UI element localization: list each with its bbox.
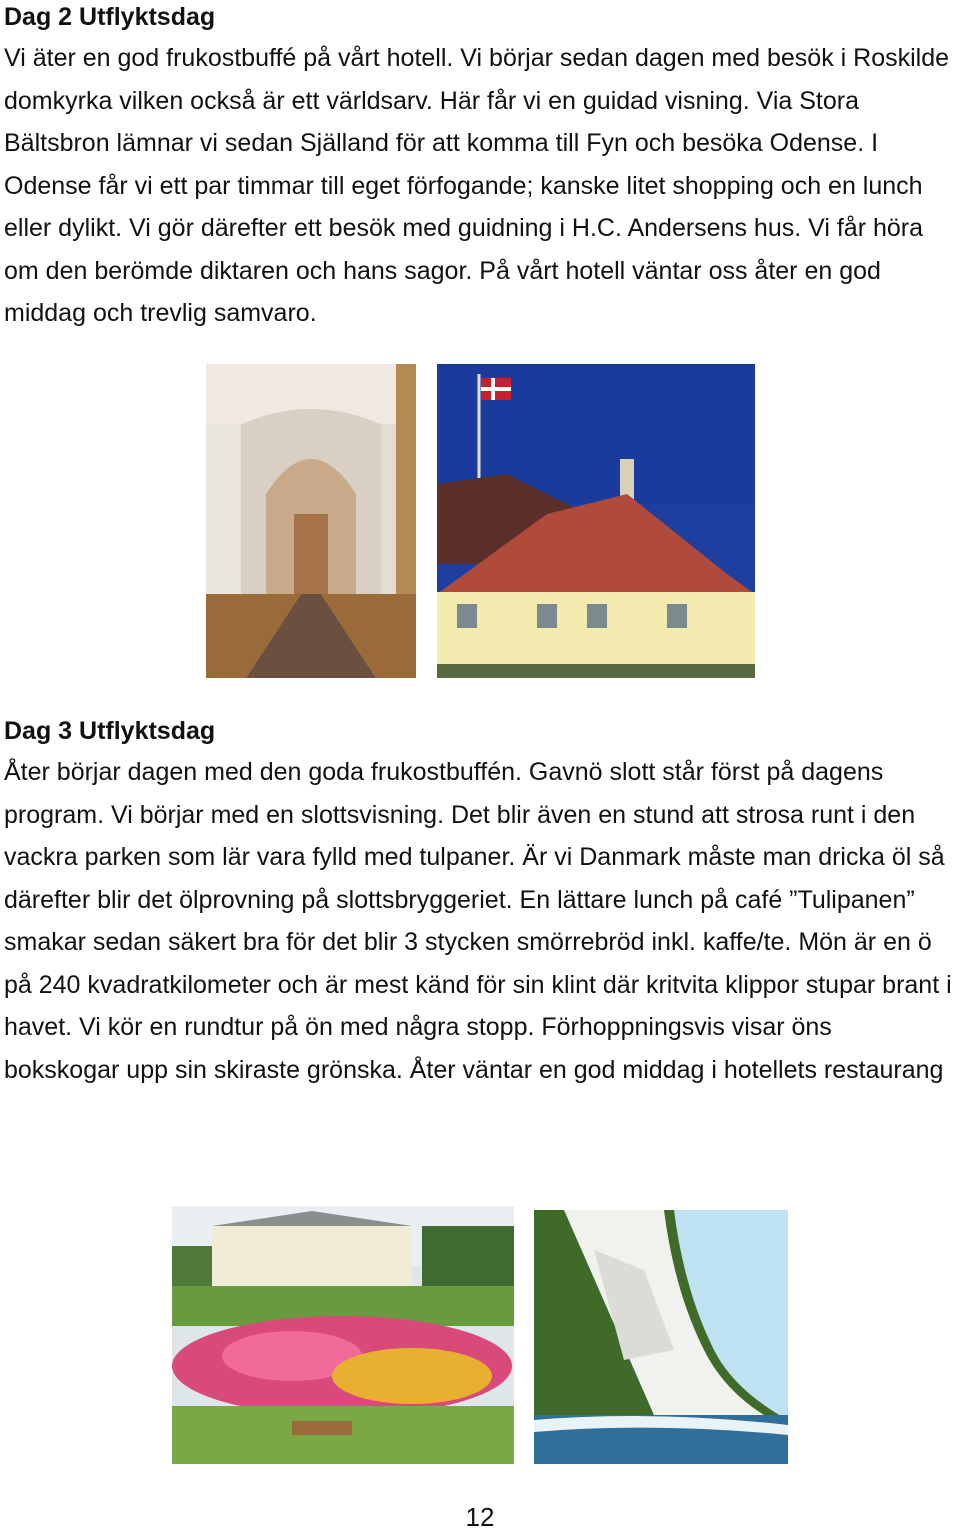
roskilde-cathedral-photo <box>206 364 416 678</box>
hc-andersen-house-photo <box>437 364 755 678</box>
mons-klint-photo <box>534 1210 788 1464</box>
day2-paragraph: Vi äter en god frukostbuffé på vårt hotell. Vi börjar sedan dagen med besök i Roskilde domkyrka vilken också är ett världsarv. Här får vi en guidad visning. Via Stora Bältsbron lämnar vi sedan Själland för att komma till Fyn och besöka Odense. I Odense får vi ett par timmar till eget förfogande; kanske litet shopping och en lunch eller dylikt. Vi gör därefter ett besök med guidning i H.C. Andersens hus. Vi får höra om den berömde diktaren och hans sagor. På vårt hotell väntar oss åter en god middag och trevlig samvaro. <box>4 44 950 327</box>
day3-heading: Dag 3 Utflyktsdag <box>4 717 216 745</box>
day3-paragraph: Åter börjar dagen med den goda frukostbuffén. Gavnö slott står först på dagens program. Vi börjar med en slottsvisning. Det blir även en stund att strosa runt i den vackra parken som lär vara fylld med tulpaner. Är vi Danmark måste man dricka öl så därefter blir det ölprovning på slottsbryggeriet. En lättare lunch på café ”Tulipanen” smakar sedan säkert bra för det blir 3 stycken smörrebröd inkl. kaffe/te. Mön är en ö på 240 kvadratkilometer och är mest känd för sin klint där kritvita klippor stupar brant i havet. Vi kör en rundtur på ön med några stopp. Förhoppningsvis visar öns bokskogar upp sin skiraste grönska. Åter väntar en god middag i hotellets restaurang <box>4 758 952 1084</box>
gavno-castle-photo <box>172 1206 514 1464</box>
day2-heading: Dag 2 Utflyktsdag <box>4 3 216 31</box>
page-number: 12 <box>465 1502 495 1532</box>
